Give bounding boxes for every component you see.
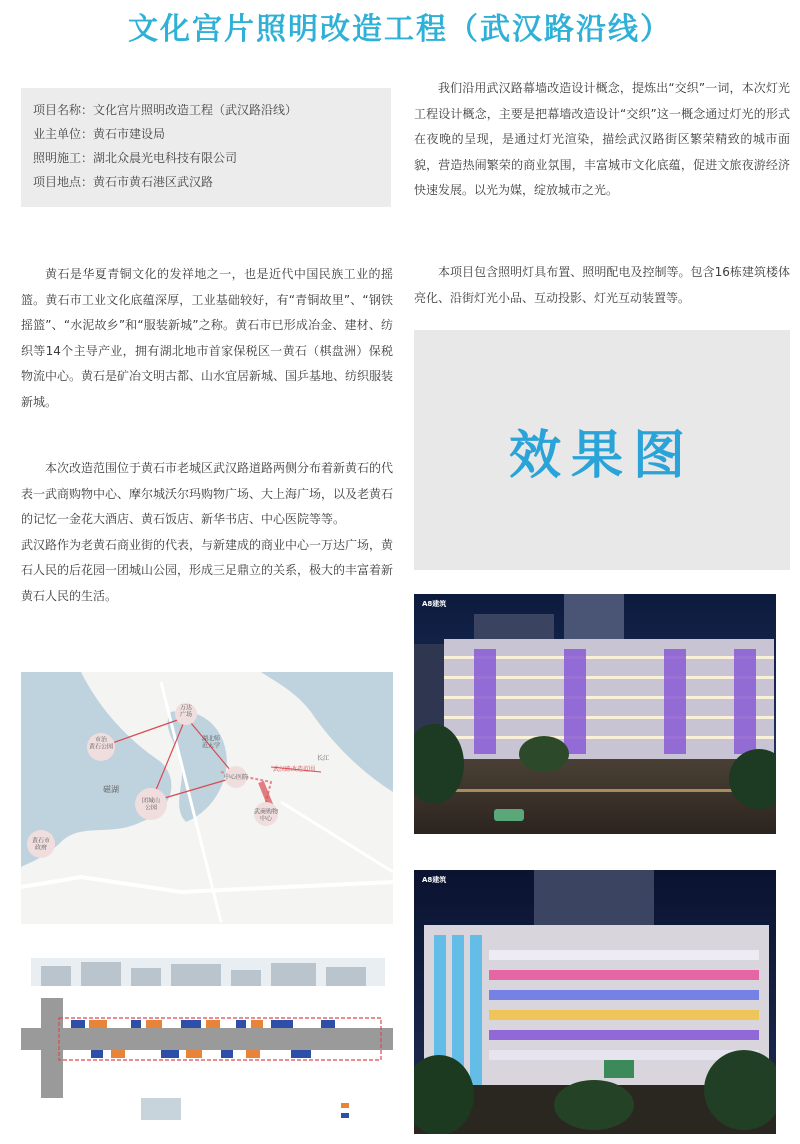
project-info-box: [21, 88, 391, 207]
map-label-wanda: 万达广场: [179, 704, 193, 719]
intro-paragraph: 黄石是华夏青铜文化的发祥地之一，也是近代中国民族工业的摇篮。黄石市工业文化底蕴深厚，工业基础较好，有“青铜故里”、“钢铁摇篮”、“水泥故乡”和“服装新城”之称。黄石市已形成冶金、建材、纺织等14个主导产业，拥有湖北地市首家保税区一黄石（棋盘洲）保税物流中心。黄石是矿冶文明古都、山水宜居新城、国乒基地、纺织服装新城。: [21, 267, 394, 409]
map-label-gov: 黄石市政府: [31, 837, 51, 852]
info-row-location: 项目地点：黄石市黄石港区武汉路: [33, 175, 214, 189]
map-label-park-city: 市治黄石公园: [88, 736, 114, 751]
effect-label-box: [414, 330, 790, 570]
info-row-owner: 业主单位：黄石市建设局: [33, 127, 166, 141]
info-row-contractor: 照明施工：湖北众晨光电科技有限公司: [33, 151, 238, 165]
street-plan: [21, 958, 393, 1130]
scope-paragraph: 本次改造范围位于黄石市老城区武汉路道路两侧分布着新黄石的代表一武商购物中心、摩尔城沃尔玛购物广场、大上海广场，以及老黄石的记忆一金花大酒店、黄石饭店、新华书店、中心医院等等。 武汉路作为老黄石商业街的代表，与新建成的商业中心一万达广场，黄石人民的后花园一团城山公园，形成三足鼎立的关系，极大的丰富着新黄石人民的生活。: [21, 461, 394, 603]
info-row-name: 项目名称：文化宫片照明改造工程（武汉路沿线）: [33, 103, 298, 117]
map-label-route: 武汉路改造范围: [273, 766, 316, 773]
effect-label: 效果图: [508, 424, 695, 486]
map-label-hospital: 中心医院: [223, 774, 249, 781]
concept-paragraph: 我们沿用武汉路幕墙改造设计概念，提炼出“交织”一词，本次灯光工程设计概念，主要是把幕墙改造设计“交织”这一概念通过灯光的形式在夜晚的呈现，是通过灯光渲染，描绘武汉路街区繁荣精致的城市面貌，营造热闹繁荣的商业氛围，丰富城市文化底蕴，促进文旅夜游经济快速发展。以光为媒，绽放城市之光。: [414, 81, 790, 197]
map-label-tuanchengshan: 团城山公园: [141, 797, 161, 812]
map-label-changjiang: 长江: [317, 755, 330, 762]
photo-watermark-2: A8建筑: [422, 876, 447, 884]
scope-items-paragraph: 本项目包含照明灯具布置、照明配电及控制等。包含16栋建筑楼体亮化、沿街灯光小品、互动投影、灯光互动装置等。: [414, 265, 790, 305]
map-label-wushang: 武商购物中心: [253, 808, 279, 823]
night-rendering-photo-2: [414, 870, 776, 1134]
page-title: 文化宫片照明改造工程（武汉路沿线）: [128, 12, 672, 47]
map-label-hubei-normal: 湖北师范大学: [201, 735, 221, 750]
photo-watermark-1: A8建筑: [422, 600, 447, 608]
night-rendering-photo-1: [414, 594, 776, 834]
location-map: [21, 672, 393, 924]
map-label-cihu: 磁湖: [103, 785, 119, 794]
